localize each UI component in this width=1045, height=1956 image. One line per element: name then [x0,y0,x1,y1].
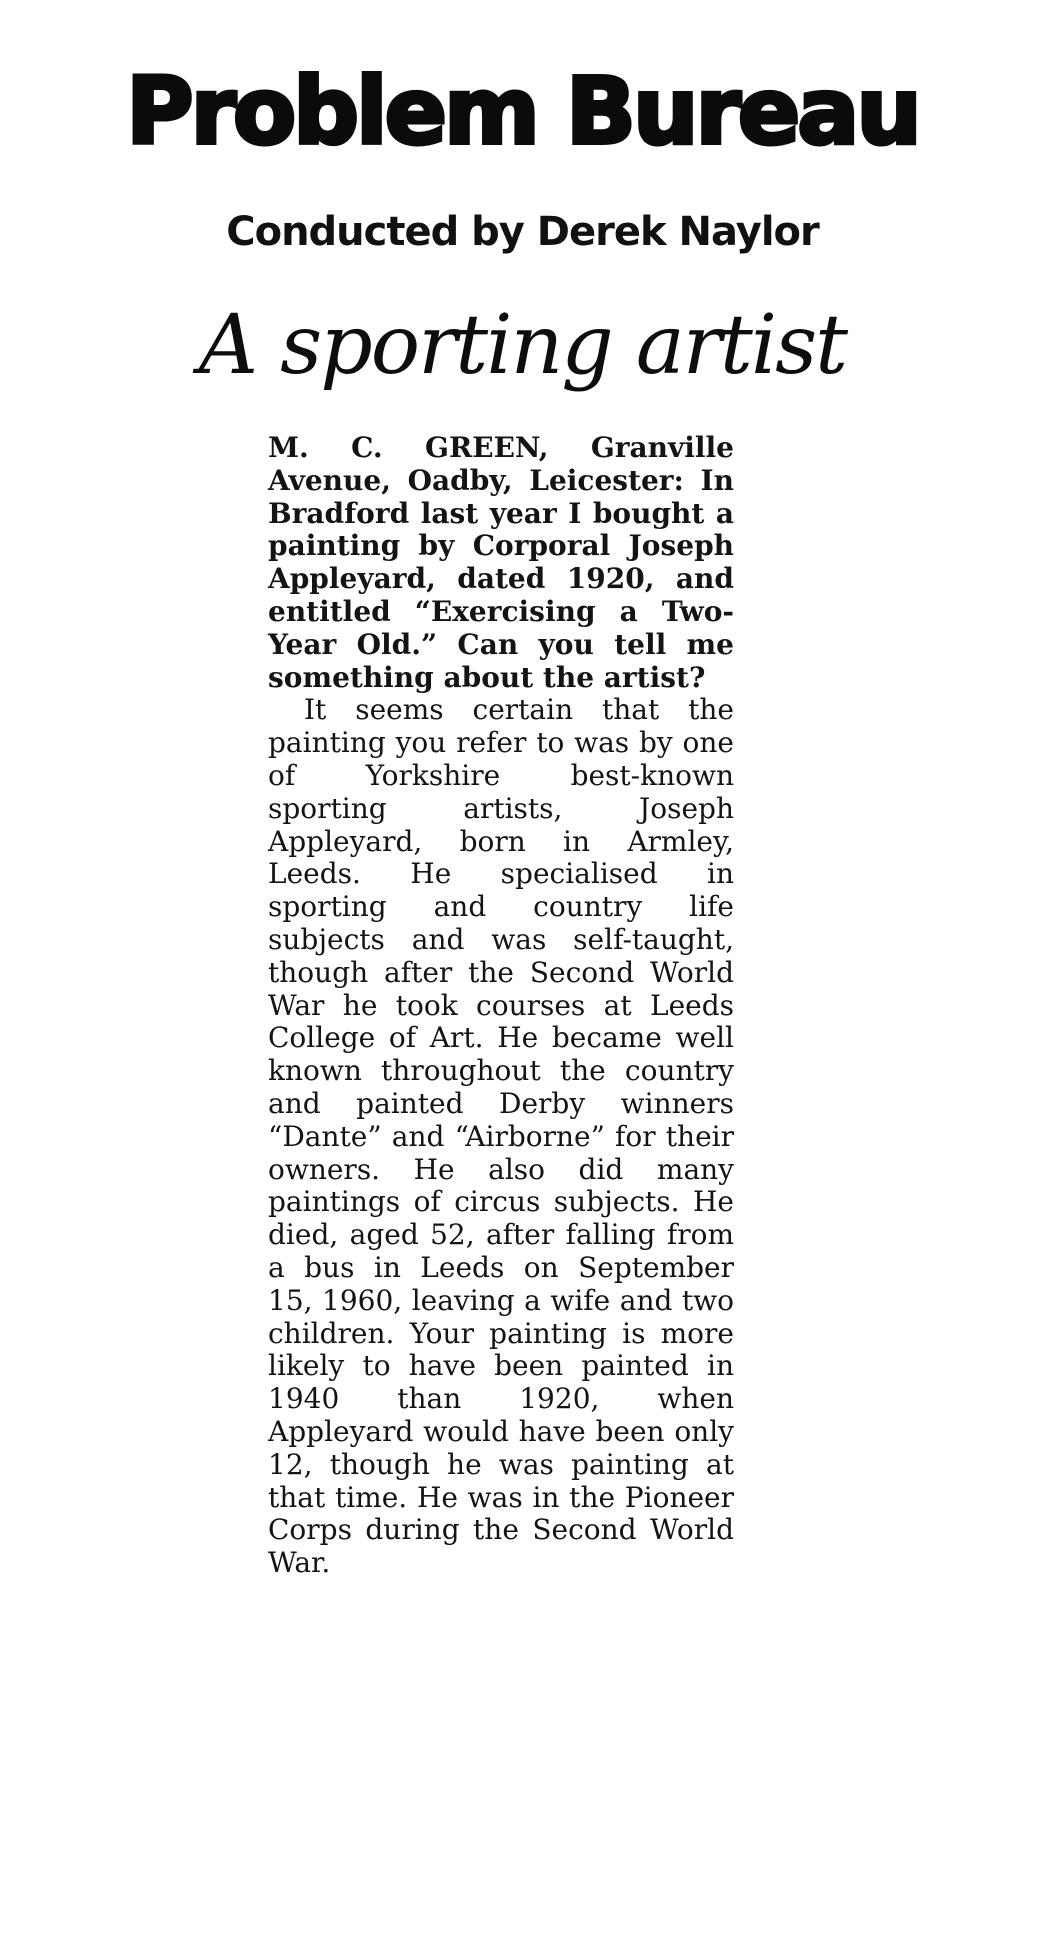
column-title: Problem Bureau [126,58,919,165]
byline: Conducted by Derek Naylor [226,209,819,255]
reader-question: M. C. GREEN, Granville Avenue, Oadby, Leicester: In Bradford last year I bought a painting by Corporal Joseph Appleyard, dated 1920, and entitled “Exercising a Two-Year Old.” Can you tell me something about the artist? [268,431,734,694]
editor-answer: It seems certain that the painting you refer to was by one of Yorkshire best-known sporting artists, Joseph Appleyard, born in Armley, Leeds. He specialised in sporting and country life subjects and was self-taught, though after the Second World War he took courses at Leeds College of Art. He became well known throughout the country and painted Derby winners “Dante” and “Airborne” for their owners. He also did many paintings of circus subjects. He died, aged 52, after falling from a bus in Leeds on September 15, 1960, leaving a wife and two children. Your painting is more likely to have been painted in 1940 than 1920, when Appleyard would have been only 12, though he was painting at that time. He was in the Pioneer Corps during the Second World War. [268,693,734,1580]
article-body [268,432,734,1580]
article-headline: A sporting artist [198,298,847,393]
